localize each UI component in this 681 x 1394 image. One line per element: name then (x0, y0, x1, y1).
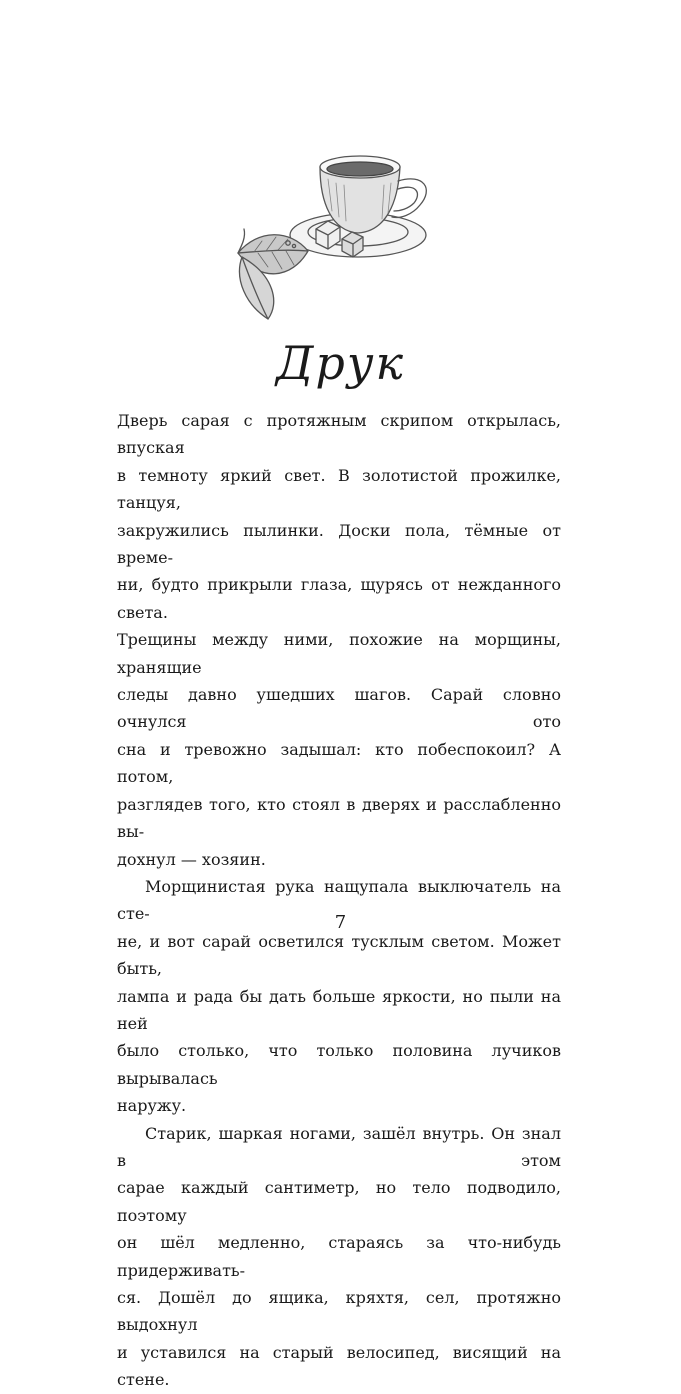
tea-cup-illustration-icon (228, 133, 443, 328)
chapter-title: Друк (276, 336, 405, 390)
text-line: не, и вот сарай осветился тусклым светом. Может быть, (117, 931, 561, 979)
text-line: Морщинистая рука нащупала выключатель на сте- (117, 876, 561, 924)
text-line: в темноту яркий свет. В золотистой прожилке, танцуя, (117, 465, 561, 513)
text-line: дохнул — хозяин. (117, 849, 266, 869)
text-line: он шёл медленно, стараясь за что-нибудь придерживать- (117, 1233, 561, 1280)
text-line: сна и тревожно задышал: кто побеспокоил? А потом, (117, 739, 561, 787)
chapter-body (117, 407, 561, 1394)
text-line: сарае каждый сантиметр, но тело подводило, поэтому (117, 1178, 561, 1225)
text-line: Старик, шаркая ногами, зашёл внутрь. Он знал в этом (117, 1123, 561, 1170)
text-line: ся. Дошёл до ящика, кряхтя, сел, протяжно выдохнул (117, 1288, 561, 1335)
text-line: было столько, что только половина лучиков вырывалась (117, 1041, 561, 1088)
text-line: Дверь сарая с протяжным скрипом открылась, впуская (117, 411, 561, 458)
text-line: лампа и рада бы дать больше яркости, но пыли на ней (117, 986, 561, 1033)
text-line: Трещины между ними, похожие на морщины, хранящие (117, 630, 561, 677)
text-line: следы давно ушедших шагов. Сарай словно очнулся ото (117, 685, 561, 732)
text-line: и уставился на старый велосипед, висящий на стене. (117, 1342, 561, 1390)
text-line: наружу. (117, 1096, 187, 1116)
text-line: ни, будто прикрыли глаза, щурясь от нежданного света. (117, 575, 561, 622)
page-number: 7 (334, 912, 347, 933)
text-line: разглядев того, кто стоял в дверях и расслабленно вы- (117, 794, 561, 842)
text-line: закружились пылинки. Доски пола, тёмные от време- (117, 520, 561, 568)
